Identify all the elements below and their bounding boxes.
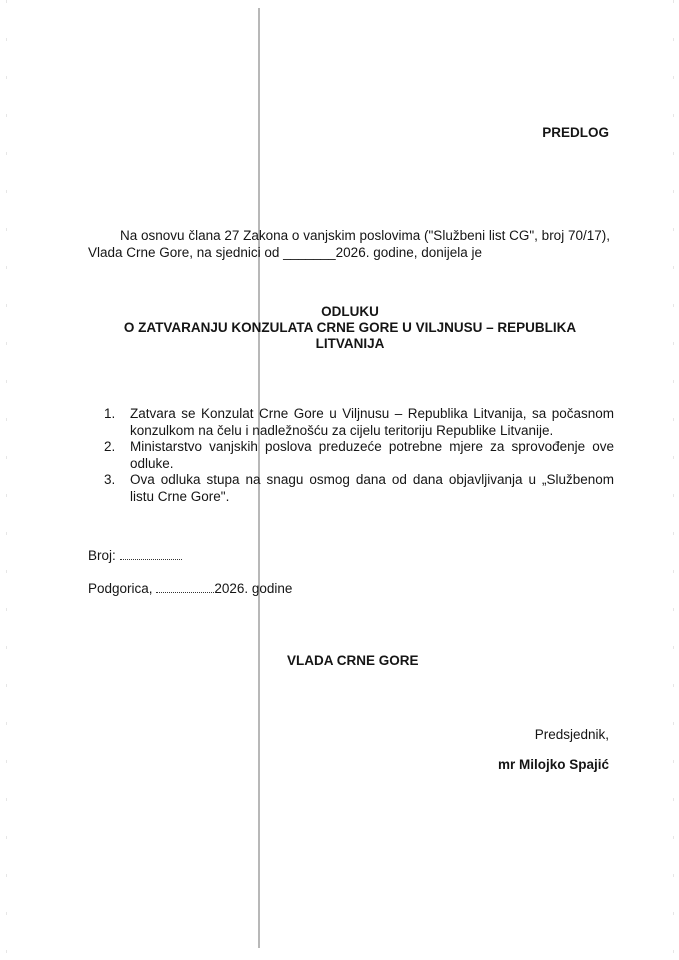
scan-edge-right bbox=[673, 0, 674, 960]
date-suffix: 2026. godine bbox=[214, 581, 293, 596]
scan-edge-left bbox=[6, 0, 7, 960]
place-label: Podgorica, bbox=[88, 581, 153, 596]
signatory-name: mr Milojko Spajić bbox=[497, 757, 609, 772]
reference-number bbox=[88, 547, 182, 563]
issuing-body: VLADA CRNE GORE bbox=[287, 653, 419, 668]
title-line-2: O ZATVARANJU KONZULATA CRNE GORE U VILJNUSU – REPUBLIKA bbox=[123, 320, 577, 335]
list-item bbox=[104, 406, 614, 439]
title-line-1: ODLUKU bbox=[321, 304, 379, 319]
title-line-3: LITVANIJA bbox=[315, 336, 385, 351]
item-text: Zatvara se Konzulat Crne Gore u Viljnusu – Republika Litvanija, sa počasnom konzulkom na čelu i nadležnošću za cijelu teritoriju Republike Litvanije. bbox=[130, 406, 614, 438]
reference-blank bbox=[120, 547, 182, 560]
preamble bbox=[88, 227, 610, 261]
decision-title bbox=[100, 304, 600, 352]
proposal-label: PREDLOG bbox=[542, 125, 609, 140]
item-text: Ministarstvo vanjskih poslova preduzeće potrebne mjere za sprovođenje ove odluke. bbox=[130, 439, 614, 471]
item-text: Ova odluka stupa na snagu osmog dana od dana objavljivanja u „Službenom listu Crne Gore". bbox=[130, 472, 614, 504]
place-and-date bbox=[88, 580, 292, 596]
preamble-line-2: Vlada Crne Gore, na sjednici od _______2026. godine, donijela je bbox=[88, 245, 483, 260]
item-number: 1. bbox=[104, 406, 116, 421]
decision-items bbox=[104, 406, 614, 505]
reference-label: Broj: bbox=[88, 548, 116, 563]
list-item bbox=[104, 472, 614, 505]
date-blank bbox=[156, 580, 214, 593]
list-item bbox=[104, 439, 614, 472]
president-label: Predsjednik, bbox=[534, 727, 609, 742]
item-number: 2. bbox=[104, 439, 116, 454]
item-number: 3. bbox=[104, 472, 116, 487]
preamble-line-1: Na osnovu člana 27 Zakona o vanjskim poslovima ("Službeni list CG", broj 70/17), bbox=[120, 228, 610, 243]
